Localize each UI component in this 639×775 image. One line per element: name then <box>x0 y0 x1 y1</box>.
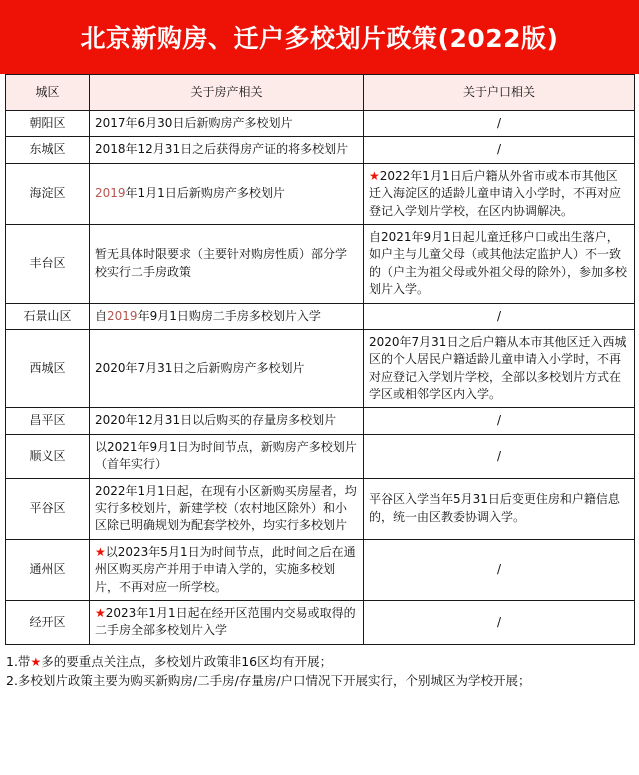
hukou-policy-empty-cell <box>364 408 635 434</box>
footer-note-2: 2.多校划片政策主要为购买新购房/二手房/存量房/户口情况下开展实行，个别城区为学校开展； <box>6 673 531 689</box>
hukou-policy-empty-cell <box>364 111 635 137</box>
district-name-cell: 西城区 <box>6 329 90 408</box>
house-policy-text: 2023年1月1日起在经开区范围内交易或取得的二手房全部多校划片入学 <box>95 605 356 638</box>
district-name-cell: 海淀区 <box>6 163 90 224</box>
house-policy-text: 2018年12月31日之后获得房产证的将多校划片 <box>95 142 349 157</box>
column-header-district: 城区 <box>6 75 90 111</box>
star-icon: ★ <box>30 654 42 669</box>
hukou-policy-text: 2020年7月31日之后户籍从本市其他区迁入西城区的个人居民户籍适龄儿童申请入小学时，不再对应登记入学划片学校，全部以多校划片方式在学区或相邻学区内入学。 <box>369 334 627 402</box>
house-policy-cell <box>90 163 364 224</box>
hukou-policy-text: / <box>496 562 502 577</box>
footer-notes <box>0 645 639 691</box>
house-policy-prefix: 自 <box>95 308 108 323</box>
district-name-cell: 顺义区 <box>6 434 90 478</box>
house-policy-cell <box>90 478 364 539</box>
hukou-policy-cell <box>364 329 635 408</box>
table-row <box>6 224 635 303</box>
column-header-house: 关于房产相关 <box>90 75 364 111</box>
house-policy-text: 暂无具体时限要求（主要针对购房性质）部分学校实行二手房政策 <box>95 247 348 279</box>
hukou-policy-text: / <box>496 448 502 463</box>
house-policy-cell <box>90 434 364 478</box>
hukou-policy-text: / <box>496 614 502 629</box>
hukou-policy-text: 2022年1月1日后户籍从外省市或本市其他区迁入海淀区的适龄儿童申请入小学时，不再对应登记入学划片学校，在区内协调解决。 <box>369 168 622 218</box>
house-policy-highlight-year: 2019 <box>95 186 126 201</box>
table-row <box>6 539 635 600</box>
house-policy-text: 以2021年9月1日为时间节点，新购房产多校划片（首年实行） <box>95 439 357 472</box>
hukou-policy-empty-cell <box>364 539 635 600</box>
title-banner <box>0 0 639 74</box>
hukou-policy-cell <box>364 224 635 303</box>
table-row <box>6 137 635 163</box>
star-icon: ★ <box>95 544 106 559</box>
note1-after-text: 多的要重点关注点，多校划片政策非16区均有开展； <box>41 653 333 669</box>
house-policy-cell <box>90 137 364 163</box>
star-icon: ★ <box>95 605 106 620</box>
header-row <box>6 75 635 111</box>
house-policy-cell <box>90 111 364 137</box>
house-policy-text: 2017年6月30日后新购房产多校划片 <box>95 116 293 130</box>
house-policy-cell <box>90 329 364 408</box>
hukou-policy-empty-cell <box>364 600 635 644</box>
table-row <box>6 111 635 137</box>
house-policy-cell <box>90 224 364 303</box>
house-policy-cell <box>90 408 364 434</box>
house-policy-text: 年9月1日购房二手房多校划片入学 <box>137 308 321 323</box>
page-title: 北京新购房、迁户多校划片政策(2022版) <box>80 24 559 53</box>
table-row <box>6 163 635 224</box>
house-policy-text: 2020年7月31日之后新购房产多校划片 <box>95 360 305 375</box>
hukou-policy-empty-cell <box>364 434 635 478</box>
house-policy-highlight-year: 2019 <box>107 308 138 323</box>
table-body <box>6 111 635 645</box>
star-icon: ★ <box>369 168 380 183</box>
district-name-cell: 通州区 <box>6 539 90 600</box>
table-container <box>0 74 639 645</box>
house-policy-text: 以2023年5月1日为时间节点，此时间之后在通州区购买房产并用于申请入学的，实施多校划片，不再对应一所学校。 <box>95 544 356 594</box>
district-name-cell: 石景山区 <box>6 303 90 329</box>
district-name-cell: 丰台区 <box>6 224 90 303</box>
table-row <box>6 434 635 478</box>
footer-note-1 <box>6 652 633 672</box>
hukou-policy-empty-cell <box>364 137 635 163</box>
house-policy-text: 2022年1月1日起，在现有小区新购买房屋者，均实行多校划片，新建学校（农村地区除外）和小区除已明确规划为配套学校外，均实行多校划片 <box>95 483 357 533</box>
district-name-cell: 经开区 <box>6 600 90 644</box>
house-policy-text: 2020年12月31日以后购买的存量房多校划片 <box>95 413 337 428</box>
house-policy-text: 年1月1日后新购房产多校划片 <box>125 186 285 201</box>
table-header <box>6 75 635 111</box>
hukou-policy-text: / <box>496 116 502 130</box>
house-policy-cell <box>90 539 364 600</box>
table-row <box>6 329 635 408</box>
policy-table <box>5 74 635 645</box>
note1-before-text: 1.带 <box>6 653 31 669</box>
table-row <box>6 303 635 329</box>
table-row <box>6 600 635 644</box>
hukou-policy-text: / <box>496 413 502 428</box>
hukou-policy-text: 平谷区入学当年5月31日后变更住房和户籍信息的，统一由区教委协调入学。 <box>369 492 620 524</box>
district-name-cell: 朝阳区 <box>6 111 90 137</box>
hukou-policy-text: 自2021年9月1日起儿童迁移户口或出生落户，如户主与儿童父母（或其他法定监护人）不一致的（户主为祖父母或外祖父母的除外），参加多校划片入学。 <box>369 229 628 297</box>
district-name-cell: 昌平区 <box>6 408 90 434</box>
column-header-hukou: 关于户口相关 <box>364 75 635 111</box>
hukou-policy-empty-cell <box>364 303 635 329</box>
hukou-policy-text: / <box>496 308 502 323</box>
hukou-policy-cell <box>364 163 635 224</box>
house-policy-cell <box>90 303 364 329</box>
house-policy-cell <box>90 600 364 644</box>
district-name-cell: 东城区 <box>6 137 90 163</box>
table-row <box>6 478 635 539</box>
table-row <box>6 408 635 434</box>
district-name-cell: 平谷区 <box>6 478 90 539</box>
hukou-policy-cell <box>364 478 635 539</box>
hukou-policy-text: / <box>496 142 502 157</box>
